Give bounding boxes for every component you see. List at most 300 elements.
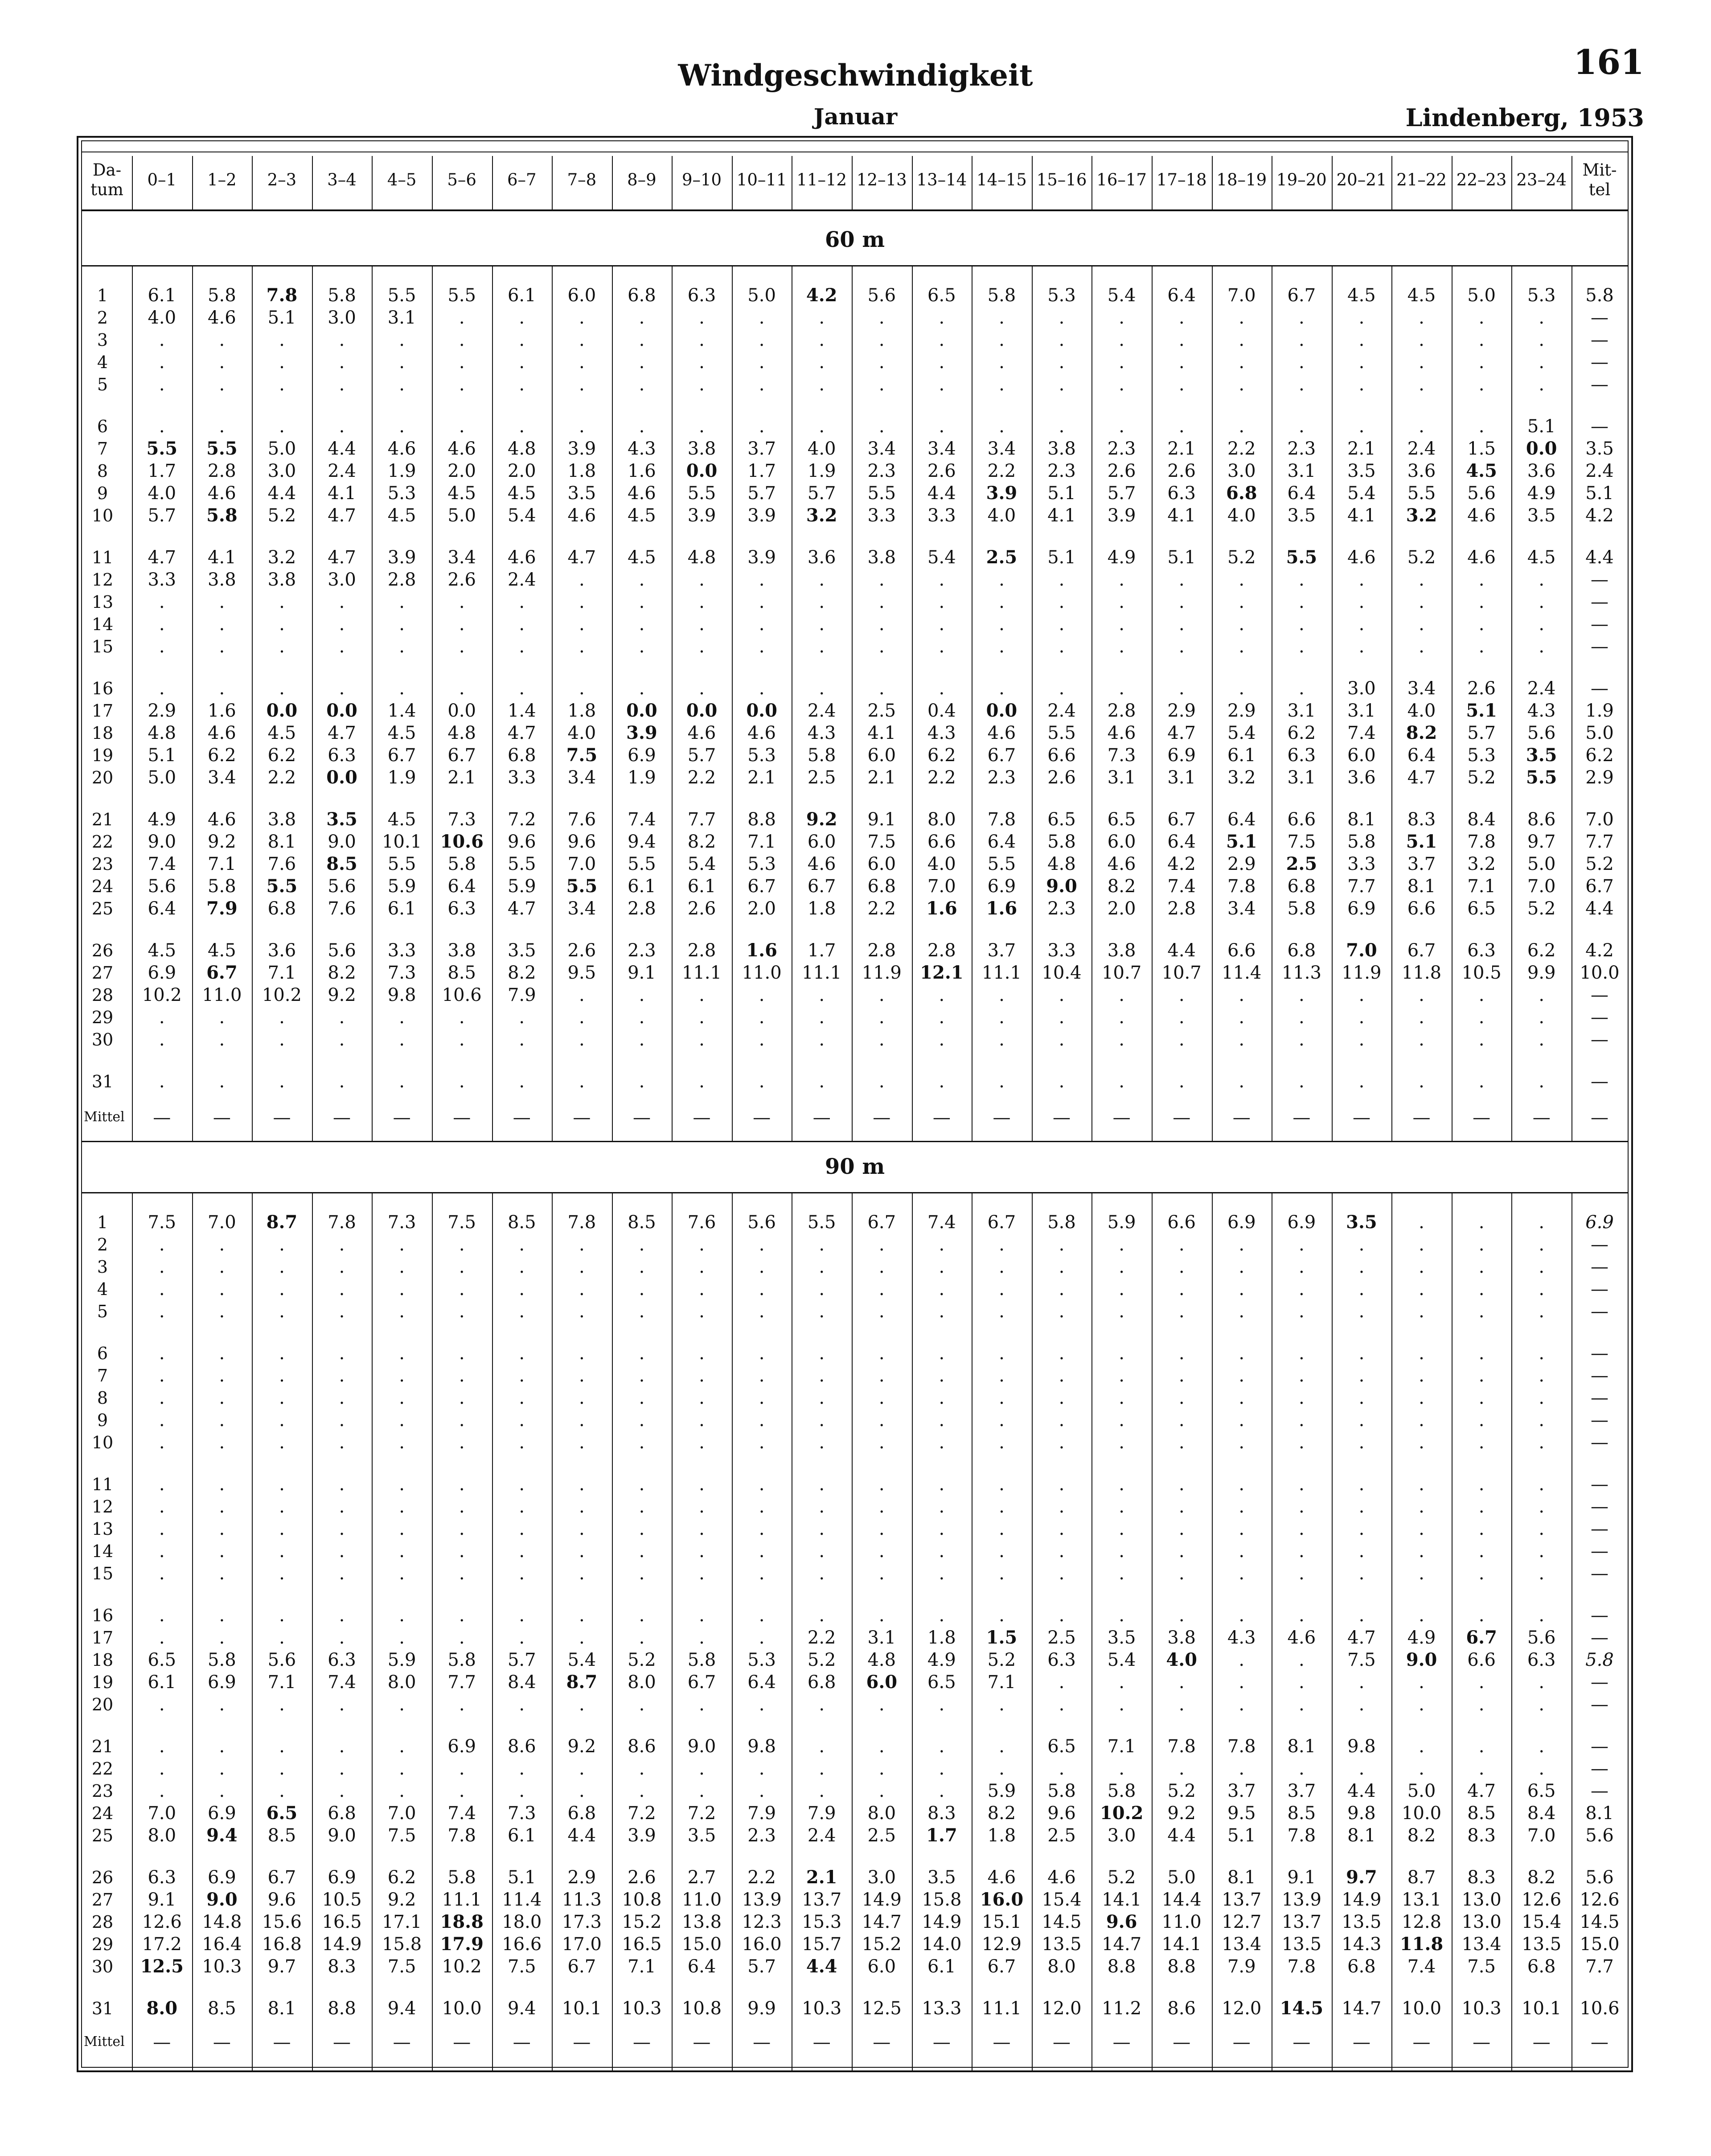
table-cell: . bbox=[219, 1781, 225, 1801]
table-cell: 3.8 bbox=[687, 439, 716, 459]
table-cell: 6.4 bbox=[1167, 285, 1196, 306]
table-cell: 1.6 bbox=[986, 898, 1018, 919]
table-cell: — bbox=[1591, 1736, 1608, 1757]
table-cell: 10.1 bbox=[1522, 1998, 1562, 2019]
table-cell: . bbox=[1358, 1432, 1365, 1453]
table-cell: 3.5 bbox=[326, 809, 357, 830]
table-cell: 5.6 bbox=[1585, 1825, 1614, 1846]
table-cell: . bbox=[1239, 570, 1245, 590]
table-cell: . bbox=[579, 1563, 585, 1584]
table-cell: . bbox=[1419, 1758, 1424, 1779]
table-cell: . bbox=[1419, 1388, 1424, 1408]
date-cell: 20 bbox=[91, 768, 114, 787]
table-cell: 1.5 bbox=[1467, 439, 1496, 459]
table-cell: . bbox=[279, 1388, 285, 1408]
table-cell: . bbox=[519, 1410, 525, 1431]
table-cell: 5.5 bbox=[867, 483, 896, 504]
table-cell: 8.8 bbox=[328, 1998, 356, 2019]
date-cell: 18 bbox=[91, 723, 114, 743]
table-cell: . bbox=[1478, 1563, 1485, 1584]
table-cell: . bbox=[1419, 636, 1424, 657]
table-cell: . bbox=[999, 1279, 1005, 1299]
table-cell: 9.6 bbox=[1047, 1803, 1076, 1824]
table-cell: 5.2 bbox=[1407, 547, 1436, 568]
date-cell: 8 bbox=[97, 1388, 108, 1408]
table-cell: 6.6 bbox=[1227, 940, 1256, 961]
table-cell: . bbox=[219, 1541, 225, 1562]
table-cell: . bbox=[579, 330, 585, 350]
table-cell: 6.9 bbox=[1287, 1212, 1316, 1233]
table-cell: . bbox=[699, 614, 705, 635]
table-cell: . bbox=[999, 1563, 1005, 1584]
mean-header-line2: tel bbox=[1588, 180, 1611, 199]
table-cell: 3.2 bbox=[806, 505, 837, 526]
table-cell: . bbox=[339, 1279, 345, 1299]
table-cell: 6.3 bbox=[1047, 1650, 1076, 1670]
table-cell: 7.0 bbox=[208, 1212, 236, 1233]
table-cell: 6.7 bbox=[1167, 809, 1196, 830]
date-cell: 22 bbox=[91, 832, 114, 852]
table-cell: 12.0 bbox=[1042, 1998, 1082, 2019]
date-cell: 14 bbox=[91, 1541, 114, 1561]
table-cell: . bbox=[219, 1474, 225, 1495]
table-cell: . bbox=[1478, 636, 1485, 657]
table-cell: . bbox=[519, 636, 525, 657]
table-cell: 5.5 bbox=[387, 285, 416, 306]
table-cell: . bbox=[1358, 1029, 1365, 1050]
table-cell: . bbox=[459, 614, 465, 635]
table-cell: . bbox=[1059, 1519, 1065, 1539]
table-cell: . bbox=[699, 1605, 705, 1626]
table-cell: 9.5 bbox=[567, 963, 596, 983]
table-cell: 6.7 bbox=[747, 876, 776, 897]
table-cell: 9.2 bbox=[567, 1736, 596, 1757]
table-cell: . bbox=[1299, 352, 1305, 373]
table-cell: 5.7 bbox=[747, 483, 776, 504]
table-cell: 12.9 bbox=[981, 1934, 1022, 1955]
table-cell: 5.6 bbox=[1467, 483, 1496, 504]
table-cell: 7.0 bbox=[1527, 876, 1556, 897]
table-cell: . bbox=[819, 1605, 825, 1626]
table-cell: 8.3 bbox=[927, 1803, 956, 1824]
mittel-cell: — bbox=[1532, 2032, 1551, 2053]
table-cell: 0.0 bbox=[626, 700, 657, 721]
table-cell: . bbox=[459, 1279, 465, 1299]
table-cell: . bbox=[1299, 1474, 1305, 1495]
table-cell: 14.0 bbox=[922, 1934, 962, 1955]
table-cell: 3.6 bbox=[1527, 461, 1556, 481]
table-cell: — bbox=[1591, 1029, 1608, 1050]
table-cell: . bbox=[999, 985, 1005, 1005]
column-rule-header bbox=[192, 156, 193, 209]
table-cell: . bbox=[1119, 636, 1124, 657]
table-cell: . bbox=[878, 1071, 885, 1092]
table-cell: . bbox=[999, 1541, 1005, 1562]
table-cell: 13.5 bbox=[1042, 1934, 1082, 1955]
table-cell: . bbox=[219, 1071, 225, 1092]
table-cell: . bbox=[1478, 1279, 1485, 1299]
date-cell: 20 bbox=[91, 1695, 114, 1714]
table-cell: 4.7 bbox=[567, 547, 596, 568]
table-cell: 10.8 bbox=[622, 1890, 662, 1910]
table-cell: 6.7 bbox=[1585, 876, 1614, 897]
table-cell: 8.5 bbox=[1287, 1803, 1316, 1824]
table-cell: 7.0 bbox=[387, 1803, 416, 1824]
table-cell: 6.2 bbox=[1585, 745, 1614, 766]
table-cell: . bbox=[878, 1541, 885, 1562]
table-cell: . bbox=[1419, 1736, 1424, 1757]
table-cell: 17.3 bbox=[562, 1912, 602, 1932]
mittel-cell: — bbox=[213, 1107, 231, 1128]
table-cell: . bbox=[459, 1410, 465, 1431]
table-cell: 4.5 bbox=[387, 723, 416, 743]
table-cell: 8.0 bbox=[146, 1998, 178, 2019]
table-cell: . bbox=[999, 1365, 1005, 1386]
table-cell: 2.3 bbox=[867, 461, 896, 481]
table-cell: . bbox=[1299, 1257, 1305, 1277]
table-cell: . bbox=[1478, 307, 1485, 328]
table-cell: 7.0 bbox=[1585, 809, 1614, 830]
table-cell: . bbox=[399, 1410, 405, 1431]
table-cell: 8.2 bbox=[687, 832, 716, 852]
table-cell: 1.8 bbox=[567, 461, 596, 481]
table-cell: 2.6 bbox=[1047, 767, 1076, 788]
table-cell: . bbox=[279, 1736, 285, 1757]
table-cell: . bbox=[219, 614, 225, 635]
table-cell: 4.0 bbox=[567, 723, 596, 743]
table-cell: 8.1 bbox=[267, 832, 296, 852]
table-cell: . bbox=[699, 636, 705, 657]
table-cell: . bbox=[1119, 352, 1124, 373]
mittel-cell: — bbox=[693, 2032, 711, 2053]
table-cell: 13.5 bbox=[1281, 1934, 1321, 1955]
table-cell: . bbox=[759, 1627, 765, 1648]
table-cell: 4.8 bbox=[687, 547, 716, 568]
table-cell: 5.0 bbox=[447, 505, 476, 526]
table-cell: . bbox=[1358, 1672, 1365, 1693]
table-cell: 14.9 bbox=[322, 1934, 362, 1955]
hour-header: 6–7 bbox=[507, 170, 537, 189]
table-cell: 6.7 bbox=[206, 962, 238, 983]
table-cell: 2.4 bbox=[1407, 439, 1436, 459]
table-cell: . bbox=[1059, 1432, 1065, 1453]
table-cell: 6.7 bbox=[807, 876, 836, 897]
hour-header: 22–23 bbox=[1456, 170, 1507, 189]
table-cell: . bbox=[759, 1257, 765, 1277]
table-cell: 3.3 bbox=[507, 767, 536, 788]
table-cell: 2.0 bbox=[747, 898, 776, 919]
table-cell: 5.4 bbox=[507, 505, 536, 526]
table-cell: . bbox=[999, 352, 1005, 373]
table-cell: . bbox=[1358, 636, 1365, 657]
date-cell: 21 bbox=[91, 1737, 114, 1756]
date-cell: 28 bbox=[91, 1912, 114, 1932]
table-cell: 4.0 bbox=[148, 307, 176, 328]
table-cell: . bbox=[1539, 1496, 1545, 1517]
table-cell: 3.8 bbox=[267, 809, 296, 830]
table-cell: . bbox=[279, 678, 285, 699]
table-cell: 2.3 bbox=[628, 940, 656, 961]
table-cell: 6.8 bbox=[567, 1803, 596, 1824]
table-cell: . bbox=[939, 636, 945, 657]
table-cell: . bbox=[939, 1563, 945, 1584]
table-cell: . bbox=[1239, 307, 1245, 328]
table-cell: 4.6 bbox=[1467, 547, 1496, 568]
table-cell: 15.0 bbox=[1580, 1934, 1620, 1955]
table-cell: . bbox=[159, 1758, 165, 1779]
table-cell: . bbox=[1478, 1541, 1485, 1562]
table-cell: . bbox=[1419, 1474, 1424, 1495]
table-cell: 4.2 bbox=[1167, 854, 1196, 874]
table-cell: . bbox=[399, 1388, 405, 1408]
table-cell: 5.2 bbox=[1227, 547, 1256, 568]
table-cell: . bbox=[1119, 330, 1124, 350]
table-cell: . bbox=[699, 1627, 705, 1648]
table-cell: 9.2 bbox=[387, 1890, 416, 1910]
table-cell: . bbox=[1419, 1496, 1424, 1517]
column-rule-header bbox=[1032, 156, 1033, 209]
table-cell: . bbox=[1239, 1432, 1245, 1453]
table-cell: . bbox=[1059, 352, 1065, 373]
table-cell: 4.4 bbox=[267, 483, 296, 504]
table-cell: . bbox=[1239, 678, 1245, 699]
table-cell: . bbox=[219, 1029, 225, 1050]
table-cell: 6.7 bbox=[987, 745, 1016, 766]
table-cell: . bbox=[699, 1029, 705, 1050]
table-cell: . bbox=[1059, 1388, 1065, 1408]
table-cell: 6.1 bbox=[507, 285, 536, 306]
table-cell: . bbox=[399, 1279, 405, 1299]
table-cell: . bbox=[219, 1410, 225, 1431]
mittel-cell: — bbox=[333, 2032, 351, 2053]
table-cell: . bbox=[579, 1541, 585, 1562]
table-cell: 7.3 bbox=[1107, 745, 1136, 766]
page-title: Windgeschwindigkeit bbox=[678, 58, 1033, 93]
table-cell: . bbox=[759, 307, 765, 328]
mittel-cell: — bbox=[273, 2032, 291, 2053]
table-cell: . bbox=[339, 374, 345, 395]
table-cell: 6.3 bbox=[1527, 1650, 1556, 1670]
table-cell: . bbox=[699, 352, 705, 373]
table-cell: . bbox=[819, 1029, 825, 1050]
table-cell: 6.8 bbox=[1527, 1956, 1556, 1977]
hour-header: 4–5 bbox=[387, 170, 417, 189]
mittel-cell: — bbox=[1292, 2032, 1311, 2053]
table-cell: 2.1 bbox=[1347, 439, 1376, 459]
table-cell: 8.5 bbox=[1467, 1803, 1496, 1824]
table-cell: . bbox=[1358, 1605, 1365, 1626]
mittel-cell: — bbox=[1532, 1107, 1551, 1128]
table-cell: 8.5 bbox=[628, 1212, 656, 1233]
table-cell: 2.9 bbox=[1227, 701, 1256, 721]
table-cell: . bbox=[579, 570, 585, 590]
table-cell: . bbox=[1419, 1519, 1424, 1539]
table-cell: . bbox=[519, 1234, 525, 1255]
table-cell: 4.5 bbox=[1527, 547, 1556, 568]
mittel-cell: — bbox=[753, 2032, 771, 2053]
table-cell: 5.0 bbox=[1467, 285, 1496, 306]
table-cell: . bbox=[339, 614, 345, 635]
table-cell: . bbox=[1178, 985, 1185, 1005]
table-cell: . bbox=[339, 1365, 345, 1386]
table-cell: . bbox=[999, 1343, 1005, 1364]
table-cell: . bbox=[459, 1301, 465, 1322]
table-cell: 5.4 bbox=[1107, 1650, 1136, 1670]
table-cell: . bbox=[1299, 614, 1305, 635]
section-rule bbox=[82, 1192, 1628, 1193]
table-cell: . bbox=[1539, 1007, 1545, 1028]
table-cell: 1.9 bbox=[387, 461, 416, 481]
table-cell: 7.8 bbox=[567, 1212, 596, 1233]
table-cell: . bbox=[279, 1563, 285, 1584]
table-cell: 6.3 bbox=[1167, 483, 1196, 504]
table-cell: . bbox=[399, 1541, 405, 1562]
table-cell: . bbox=[639, 678, 645, 699]
table-cell: 1.8 bbox=[807, 898, 836, 919]
table-cell: . bbox=[459, 1071, 465, 1092]
table-cell: . bbox=[279, 1365, 285, 1386]
table-cell: 6.3 bbox=[328, 1650, 356, 1670]
table-cell: . bbox=[519, 1279, 525, 1299]
column-rule-header bbox=[1212, 156, 1213, 209]
table-cell: 8.1 bbox=[1407, 876, 1436, 897]
table-cell: . bbox=[1419, 307, 1424, 328]
date-cell: 7 bbox=[97, 1366, 108, 1385]
mittel-cell: — bbox=[1112, 2032, 1131, 2053]
table-cell: . bbox=[819, 1071, 825, 1092]
table-cell: 4.7 bbox=[328, 723, 356, 743]
table-cell: 5.1 bbox=[1466, 700, 1497, 721]
column-rule-header bbox=[1391, 156, 1392, 209]
table-cell: . bbox=[219, 352, 225, 373]
table-cell: 7.8 bbox=[1227, 876, 1256, 897]
table-cell: . bbox=[159, 1694, 165, 1715]
table-cell: . bbox=[579, 1257, 585, 1277]
table-cell: 5.5 bbox=[1526, 767, 1557, 788]
table-cell: 6.8 bbox=[507, 745, 536, 766]
table-cell: 4.0 bbox=[148, 483, 176, 504]
table-cell: . bbox=[1419, 1605, 1424, 1626]
table-cell: 5.6 bbox=[148, 876, 176, 897]
table-cell: 2.6 bbox=[1467, 678, 1496, 699]
table-cell: . bbox=[459, 1343, 465, 1364]
table-cell: 2.1 bbox=[747, 767, 776, 788]
column-rule-header bbox=[552, 156, 553, 209]
table-cell: . bbox=[1178, 1071, 1185, 1092]
table-cell: 7.3 bbox=[387, 963, 416, 983]
table-cell: 3.9 bbox=[626, 722, 657, 743]
table-cell: . bbox=[1478, 614, 1485, 635]
table-cell: 8.7 bbox=[266, 1212, 298, 1233]
table-cell: 6.1 bbox=[148, 1672, 176, 1693]
table-cell: 6.7 bbox=[267, 1867, 296, 1888]
table-cell: . bbox=[1539, 1519, 1545, 1539]
table-cell: . bbox=[579, 416, 585, 437]
table-cell: 4.5 bbox=[628, 505, 656, 526]
table-cell: 2.1 bbox=[1167, 439, 1196, 459]
table-cell: . bbox=[219, 1432, 225, 1453]
table-cell: 5.6 bbox=[328, 940, 356, 961]
table-cell: 4.9 bbox=[1527, 483, 1556, 504]
table-cell: . bbox=[339, 1301, 345, 1322]
table-cell: . bbox=[819, 1694, 825, 1715]
table-cell: 17.9 bbox=[440, 1934, 484, 1955]
table-cell: 6.3 bbox=[447, 898, 476, 919]
table-cell: . bbox=[579, 1029, 585, 1050]
mittel-cell: — bbox=[693, 1107, 711, 1128]
table-cell: . bbox=[759, 1301, 765, 1322]
table-cell: . bbox=[639, 1627, 645, 1648]
table-cell: . bbox=[1119, 1432, 1124, 1453]
table-cell: . bbox=[399, 330, 405, 350]
table-cell: . bbox=[1539, 1212, 1545, 1233]
table-cell: . bbox=[819, 985, 825, 1005]
table-cell: 3.4 bbox=[447, 547, 476, 568]
table-cell: . bbox=[1478, 570, 1485, 590]
table-cell: . bbox=[759, 1007, 765, 1028]
column-rule-header bbox=[852, 156, 853, 209]
table-cell: 7.8 bbox=[987, 809, 1016, 830]
table-cell: 5.4 bbox=[1347, 483, 1376, 504]
date-cell: 2 bbox=[97, 1235, 108, 1254]
table-cell: . bbox=[819, 1257, 825, 1277]
table-cell: 6.5 bbox=[1047, 809, 1076, 830]
table-cell: . bbox=[819, 1563, 825, 1584]
table-cell: . bbox=[1178, 1388, 1185, 1408]
hour-header: 15–16 bbox=[1036, 170, 1087, 189]
table-cell: 0.0 bbox=[447, 701, 476, 721]
table-cell: 13.3 bbox=[922, 1998, 962, 2019]
date-cell: 9 bbox=[97, 1410, 108, 1430]
table-cell: 1.6 bbox=[746, 940, 777, 961]
date-cell: 5 bbox=[97, 375, 108, 394]
table-cell: 13.1 bbox=[1402, 1890, 1442, 1910]
table-cell: . bbox=[939, 416, 945, 437]
table-cell: . bbox=[999, 1519, 1005, 1539]
table-cell: 6.9 bbox=[208, 1672, 236, 1693]
mittel-cell: — bbox=[1053, 2032, 1071, 2053]
table-cell: . bbox=[939, 1605, 945, 1626]
table-cell: . bbox=[1478, 1474, 1485, 1495]
table-cell: 6.1 bbox=[628, 876, 656, 897]
table-cell: . bbox=[1119, 1694, 1124, 1715]
table-cell: . bbox=[939, 1410, 945, 1431]
table-cell: . bbox=[1119, 1365, 1124, 1386]
table-cell: 5.2 bbox=[807, 1650, 836, 1670]
table-cell: . bbox=[1178, 1758, 1185, 1779]
table-cell: . bbox=[1478, 1605, 1485, 1626]
table-cell: 2.0 bbox=[447, 461, 476, 481]
table-cell: . bbox=[639, 1029, 645, 1050]
table-cell: . bbox=[1239, 1301, 1245, 1322]
table-cell: . bbox=[279, 1541, 285, 1562]
table-cell: . bbox=[399, 1781, 405, 1801]
table-cell: 6.9 bbox=[208, 1803, 236, 1824]
table-cell: 2.2 bbox=[747, 1867, 776, 1888]
table-cell: . bbox=[1419, 1279, 1424, 1299]
table-cell: 7.5 bbox=[1467, 1956, 1496, 1977]
table-cell: . bbox=[1239, 1410, 1245, 1431]
table-cell: 3.1 bbox=[1287, 767, 1316, 788]
column-rule-header bbox=[1332, 156, 1333, 209]
table-cell: . bbox=[519, 1627, 525, 1648]
table-cell: . bbox=[579, 1279, 585, 1299]
table-cell: 17.0 bbox=[562, 1934, 602, 1955]
mittel-cell: — bbox=[393, 1107, 411, 1128]
table-cell: 2.9 bbox=[1227, 854, 1256, 874]
table-cell: . bbox=[878, 1365, 885, 1386]
table-cell: 4.9 bbox=[148, 809, 176, 830]
